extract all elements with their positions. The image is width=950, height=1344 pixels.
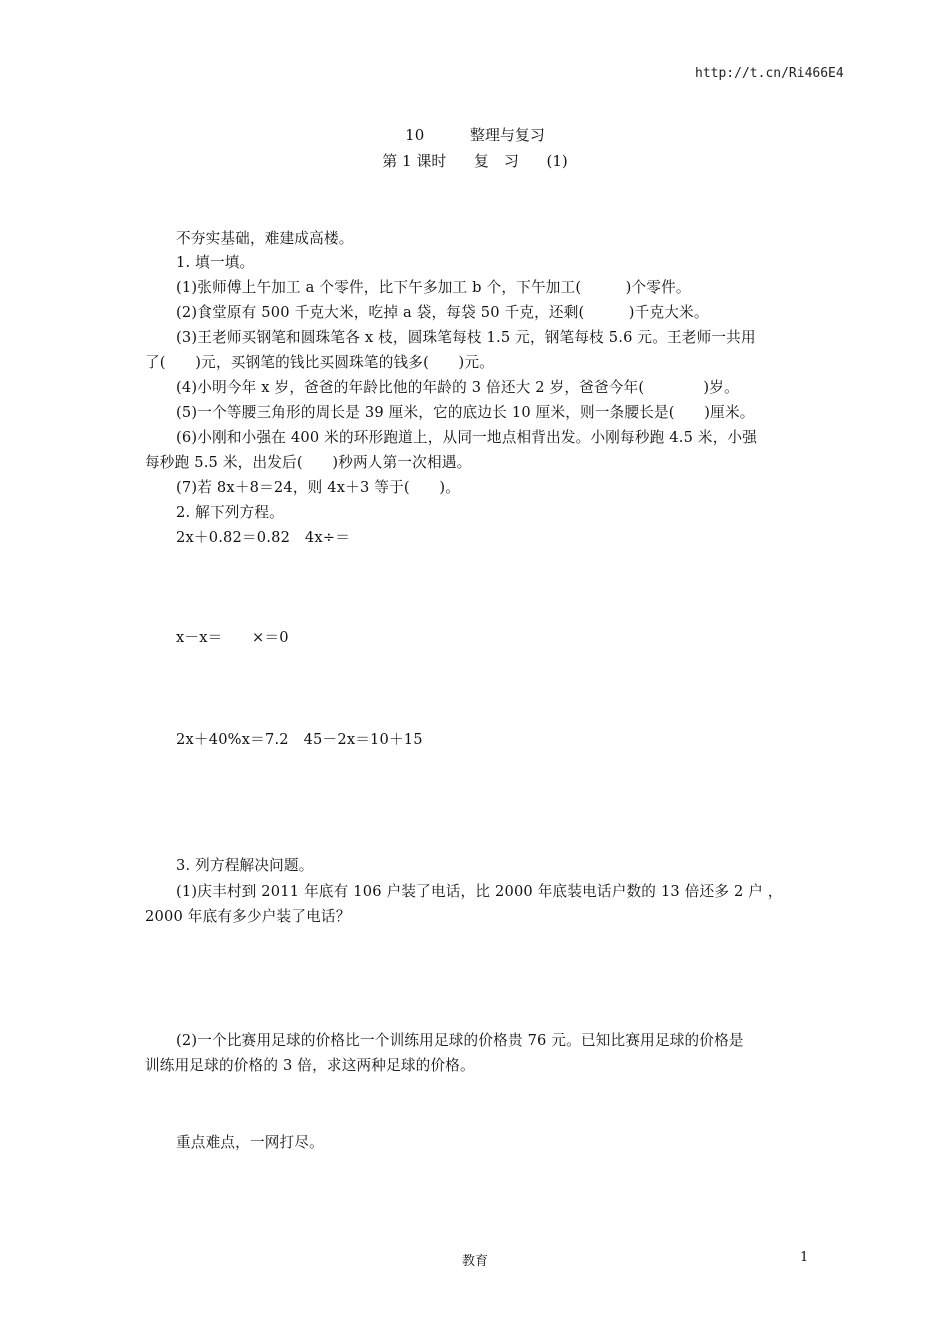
equation-row-3: 2x＋40%x＝7.2 45－2x＝10＋15 bbox=[176, 731, 423, 748]
lesson-title bbox=[0, 150, 950, 171]
question-1-label: 1. 填一填。 bbox=[176, 254, 255, 271]
equation-row-1: 2x＋0.82＝0.82 4x÷＝ bbox=[176, 529, 351, 546]
lesson-part: (1) bbox=[546, 152, 568, 170]
q3-problem-1-line2: 2000 年底有多少户装了电话？ bbox=[145, 908, 351, 925]
q1-item-1: (1)张师傅上午加工 a 个零件，比下午多加工 b 个，下午加工( )个零件。 bbox=[176, 279, 691, 296]
chapter-title bbox=[0, 124, 950, 145]
equation-row-2: x－x＝ ×＝0 bbox=[176, 629, 289, 646]
q1-item-3-line2: 了( )元，买钢笔的钱比买圆珠笔的钱多( )元。 bbox=[145, 354, 495, 371]
question-3-label: 3. 列方程解决问题。 bbox=[176, 857, 314, 874]
header-url: http://t.cn/Ri466E4 bbox=[695, 66, 844, 81]
q3-problem-2-line2: 训练用足球的价格的 3 倍，求这两种足球的价格。 bbox=[145, 1057, 475, 1074]
question-2-label: 2. 解下列方程。 bbox=[176, 504, 284, 521]
section-heading-key-points: 重点难点，一网打尽。 bbox=[176, 1134, 324, 1151]
page-number: 1 bbox=[800, 1250, 809, 1265]
lesson-number: 第 1 课时 bbox=[382, 152, 447, 170]
q3-problem-1-line1: (1)庆丰村到 2011 年底有 106 户装了电话，比 2000 年底装电话户数的 13 倍还多 2 户 ， bbox=[176, 883, 783, 900]
q1-item-3-line1: (3)王老师买钢笔和圆珠笔各 x 枝，圆珠笔每枝 1.5 元，钢笔每枝 5.6 元。王老师一共用 bbox=[176, 329, 756, 346]
q1-item-6-line1: (6)小刚和小强在 400 米的环形跑道上，从同一地点相背出发。小刚每秒跑 4.5 米，小强 bbox=[176, 429, 758, 446]
q1-item-5: (5)一个等腰三角形的周长是 39 厘米，它的底边长 10 厘米，则一条腰长是( )厘米。 bbox=[176, 404, 755, 421]
chapter-name: 整理与复习 bbox=[469, 126, 545, 144]
lesson-topic: 复 习 bbox=[473, 152, 519, 170]
chapter-number: 10 bbox=[405, 126, 425, 144]
q3-problem-2-line1: (2)一个比赛用足球的价格比一个训练用足球的价格贵 76 元。已知比赛用足球的价格是 bbox=[176, 1032, 744, 1049]
q1-item-2: (2)食堂原有 500 千克大米，吃掉 a 袋，每袋 50 千克，还剩( )千克大米。 bbox=[176, 304, 709, 321]
q1-item-7: (7)若 8x＋8＝24，则 4x＋3 等于( )。 bbox=[176, 479, 461, 496]
q1-item-6-line2: 每秒跑 5.5 米，出发后( )秒两人第一次相遇。 bbox=[145, 454, 472, 471]
q1-item-4: (4)小明今年 x 岁，爸爸的年龄比他的年龄的 3 倍还大 2 岁，爸爸今年( )岁。 bbox=[176, 379, 739, 396]
section-heading-basics: 不夯实基础，难建成高楼。 bbox=[176, 230, 354, 247]
footer-label: 教育 bbox=[462, 1254, 489, 1269]
